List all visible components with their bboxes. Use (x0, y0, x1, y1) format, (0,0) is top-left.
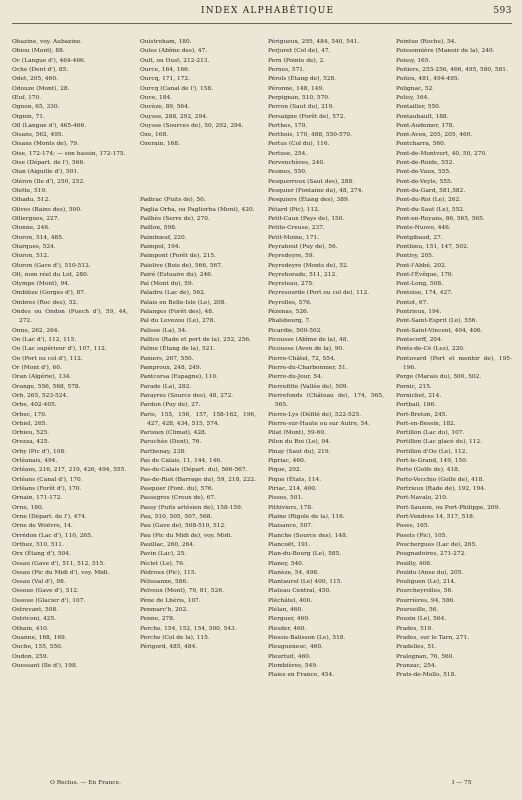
index-entry: Perche, 154, 152, 154, 500, 543. (140, 625, 237, 632)
index-column-3 (268, 38, 384, 773)
index-entry: Pontrieux, 194. (396, 309, 442, 316)
index-entry: Pont-de-Veyle, 555. (396, 178, 453, 185)
index-entry: Ponts-de-Cé (Les), 220. (396, 346, 465, 353)
index-entry: Paglia Orba, ou Pagliorba (Mont), 420. (140, 206, 255, 213)
index-entry: Pézenas, 526. (268, 309, 309, 316)
running-title: INDEX ALPHABÉTIQUE (201, 6, 335, 16)
index-entry: Porge (Marais du), 500, 502. (396, 374, 482, 381)
index-entry: Ouche, 155, 550. (12, 644, 63, 651)
index-entry: Olonne, 246. (12, 225, 50, 232)
index-entry: Pesmes, 550. (268, 169, 307, 176)
index-entry: Peyredeyre, 59. (268, 253, 315, 260)
index-entry: Ponte-Nuovo, 446. (396, 225, 451, 232)
index-entry: Pralognan, 76, 560. (396, 653, 455, 660)
index-entry: Olympe (Mont), 94. (12, 281, 70, 288)
index-entry: Peyreleau, 275. (268, 281, 314, 288)
index-entry: Planèze, 54, 498. (268, 569, 319, 576)
index-entry: Pourseille, 56. (396, 607, 439, 614)
index-entry: Polignac, 52. (396, 85, 435, 92)
index-entry: Pierrefitte (Vallée de), 509. (268, 383, 349, 390)
index-entry: Plélan, 460. (268, 607, 304, 614)
index-entry: Poissonnière (Manoir de la), 240. (396, 48, 495, 55)
index-entry: Picousse (Abîme de la), 48. (268, 337, 349, 343)
index-entry: Omblèze (Gorges d'), 87. (12, 290, 86, 297)
index-entry: Pont-Saint-Esprit (Le), 556. (396, 318, 478, 325)
index-entry (140, 168, 256, 177)
index-entry: Pédroux (Pic), 115. (140, 569, 197, 576)
index-entry: Ponthieu, 151, 147, 502. (396, 243, 469, 250)
index-entry: Orbieu, 525. (12, 430, 50, 437)
index-entry: Orx (Étang d'), 504. (12, 551, 71, 558)
index-entry: Palme (Étang de la), 521. (140, 346, 216, 353)
index-entry: Port-Vendres 14, 517, 518. (396, 513, 475, 520)
index-entry: Pontoise, 174, 427. (396, 290, 453, 297)
index-entry: Paiolive (Bois de), 566, 567. (140, 262, 223, 269)
index-entry: Pal du Levezou (Le), 278. (140, 318, 216, 325)
header-rule (12, 23, 512, 24)
index-entry: Oisans, 562, 495. (12, 132, 64, 139)
index-entry: Pouilly, 408. (396, 560, 432, 567)
index-entry: Pierrefonds (Château de), 174, 565, 565. (268, 392, 384, 409)
index-column-4 (396, 38, 512, 773)
index-entry: Orbe, 402-405. (12, 402, 57, 409)
index-entry: Parthenay, 238. (140, 448, 187, 455)
index-entry: Pierre-sur-Haute ou sur Autre, 54. (268, 420, 370, 427)
index-entry: Plombières, 549. (268, 662, 318, 669)
index-entry: Pesquiers (Étang des), 389. (268, 197, 350, 204)
index-entry: Pauillac, 260, 264. (140, 541, 195, 548)
index-entry: Oloron, 512. (12, 253, 49, 260)
index-entry: Plan-du-Bourg (Le), 585. (268, 551, 342, 558)
index-entry: Pierre-du-Charbonnier, 51. (268, 364, 348, 371)
index-entry: Péronne, 148, 149. (268, 85, 325, 92)
index-entry: Plerguer, 460. (268, 616, 310, 623)
index-entry: Ossau (Pic du Midi d'), voy. Midi. (12, 569, 110, 576)
index-entry: Pal (Mont du), 59. (140, 281, 194, 288)
index-entry: Pau (Pic du Midi de), voy. Midi. (140, 532, 233, 539)
index-entry: Obazine, voy. Aubazine. (12, 39, 83, 45)
index-entry: Pasquier (Font. du), 576. (140, 486, 214, 492)
index-entry (140, 187, 256, 196)
index-entry: Picardie, 500-502. (268, 327, 323, 334)
page-number: 593 (493, 6, 512, 16)
index-entry: Orléans, 216, 217, 219, 426, 494, 555. (12, 467, 127, 474)
index-entry: Oloron (Gave d'), 510-512. (12, 262, 91, 269)
index-entry: Orne (Départ. de l'), 474. (12, 513, 87, 520)
index-entry: Peyresourde (Port ou col de), 112. (268, 290, 370, 297)
index-entry: Pissos, 501. (268, 495, 304, 502)
index-entry: Orbec, 170. (12, 411, 47, 418)
index-entry: Oléron (Ile d'), 250, 252. (12, 178, 86, 185)
index-entry: Plaine (Rigole de la), 116. (268, 513, 345, 520)
index-entry: Odouze (Mont), 28. (12, 85, 70, 92)
index-entry: Pontaubault, 188. (396, 113, 449, 120)
index-entry: Ourcq, 171, 172. (140, 76, 190, 83)
index-entry: Persaigne (Forêt de), 572. (268, 113, 346, 120)
index-entry: Palisse (La), 54. (140, 327, 188, 334)
page-footer (0, 780, 522, 790)
index-entry: Ouvèze, 89, 564. (140, 104, 190, 111)
index-entry: Pierre-Lys (Défilé de), 522-525. (268, 411, 362, 418)
index-entry: Ouysse, 288, 292, 294. (140, 113, 208, 120)
footer-sheet-mark: I — 75 (452, 780, 472, 786)
index-entry: Prades, 519. (396, 625, 434, 632)
index-entry: Pont-en-Royans, 86, 565, 565. (396, 215, 485, 222)
index-entry: Pont-du-Roi (Le), 262. (396, 197, 462, 204)
index-entry: Piriac, 214, 400. (268, 486, 317, 492)
index-entry: Ossau (Gave d'), 511, 512, 515. (12, 560, 106, 567)
index-entry: Ognon, 65, 330. (12, 104, 60, 111)
index-entry: Pornichet, 214. (396, 392, 442, 399)
index-entry: Pique, 202. (268, 467, 302, 474)
index-entry: Paimpol, 194. (140, 243, 181, 250)
index-entry: Olhadu, 512. (12, 197, 51, 204)
index-entry: Penne, 278. (140, 616, 175, 623)
index-entry: Orthez, 510, 511. (12, 541, 64, 548)
index-entry: Palais en Belle-Isle (Le), 208. (140, 299, 227, 306)
index-entry: Olt, nom réel du Lot, 280. (12, 271, 89, 278)
index-entry: Oisans (Monts de), 79. (12, 141, 80, 148)
index-entry: Petite-Creuse, 237. (268, 225, 325, 232)
index-entry: Penmarc'h, 202. (140, 607, 189, 614)
index-entry: Petit-Caux (Pays de), 150. (268, 215, 345, 222)
index-entry: Pardon (Puy de), 27. (140, 402, 201, 409)
index-entry: Peyrehorade, 511, 212. (268, 271, 338, 278)
index-entry: Pornic, 215. (396, 383, 432, 390)
index-entry: Pléchâtel, 400. (268, 597, 313, 604)
index-entry: Portillon (Lac glacé du), 112. (396, 439, 483, 446)
index-entry: Oudon, 259. (12, 653, 49, 660)
index-entry: Pont-de-Vaux, 555. (396, 169, 452, 176)
index-entry: Perthes, 170. (268, 122, 308, 129)
index-entry: Pont-de-Roide, 552. (396, 160, 455, 167)
index-entry: Paladru (Lac de), 562. (140, 290, 206, 297)
index-entry: Pouchergues (Lac de), 265. (396, 541, 478, 548)
index-entry: Pont-du-Saut (Le), 552. (396, 206, 465, 213)
index-entry: Perpignan, 510, 570. (268, 94, 330, 101)
page-header (12, 6, 512, 18)
index-entry: Plessis-Balisson (Le), 518. (268, 635, 346, 641)
index-entry: Plaies en France, 454. (268, 672, 335, 679)
index-entry: Passegros (Creux de), 67. (140, 495, 216, 502)
index-entry: Pène de Lhéris, 107. (140, 597, 201, 604)
index-entry: Pallice (Rade et port de la), 252, 256. (140, 337, 251, 343)
index-entry: Plantaurel (Le) 400, 115. (268, 579, 343, 586)
index-entry: Pont-Audemer, 178. (396, 122, 455, 129)
index-entry: Pélissanne, 586. (140, 579, 189, 586)
index-entry: Oise, 172-174; — son bassin, 172-175. (12, 150, 126, 157)
index-entry: Padirac (Puits de), 50. (140, 197, 206, 204)
index-entry: Pontuvard (Port et menhir de), 195-196. (396, 355, 512, 371)
index-entry: Pilat (Mont), 59-60. (268, 430, 326, 437)
index-entry: Ourcq (Canal de l'), 158. (140, 85, 213, 92)
index-entry: Poses, 165. (396, 523, 430, 530)
index-entry: Pervenchères, 240. (268, 160, 325, 167)
index-entry: Port-Breton, 245. (396, 411, 448, 418)
index-entry: Pleurtuit, 460. (268, 653, 311, 660)
index-entry: Pontailler, 550. (396, 104, 441, 111)
index-entry: Périgord, 485, 484. (140, 644, 198, 651)
index-entry: Ondes ou Ondon (Puech d'), 59, 44, 272. (12, 309, 128, 325)
index-entry: Perron (Saut du), 219. (268, 104, 335, 111)
index-entry: Portillon (Lac du), 107. (396, 430, 465, 437)
index-entry: Ossoue (Gave d'), 512. (12, 588, 79, 595)
index-entry: Pouliguen (Le), 214. (396, 579, 456, 586)
index-entry: Oche (Dent d'), 85. (12, 66, 69, 73)
index-entry: Ombres (Roc des), 52. (12, 299, 78, 306)
index-entry: Pique (États, 114. (268, 476, 322, 483)
index-entry: Othain, 410. (12, 625, 49, 632)
index-entry: Pelvoux (Mont), 79, 81, 526. (140, 588, 224, 595)
index-entry: Périgueux, 295, 484, 540, 541. (268, 39, 360, 45)
index-entry: Orbiel, 265. (12, 420, 48, 427)
index-entry: Pierre-Châtel, 72, 554. (268, 355, 336, 362)
index-entry: Orne, 180. (12, 504, 44, 511)
index-entry: Perthois, 170, 488, 550-570. (268, 132, 353, 139)
index-entry: Oignin, 71. (12, 113, 45, 120)
index-entry: Peyrolles, 576. (268, 299, 312, 306)
index-entry: Pourcheyrolles, 56. (396, 588, 454, 595)
index-entry: Pesquier (Fontaine du), 48, 274. (268, 188, 364, 194)
index-entry: Oo (Lac d'), 112, 115. (12, 337, 77, 343)
index-entry: Ossoue (Glacier d'), 107. (12, 597, 86, 604)
index-entry: Pontivy, 205. (396, 253, 434, 260)
index-entry: Port-le-Grand, 149, 150. (396, 458, 468, 465)
index-entry: Œuf, 170. (12, 94, 42, 101)
index-entry (140, 159, 256, 168)
index-entry: Pétard (Pic), 112. (268, 206, 320, 213)
index-entry: Pontcharra, 560. (396, 141, 446, 148)
index-entry: Pont-du-Gard, 581,582. (396, 188, 466, 194)
index-entry: Pradelles, 51. (396, 644, 437, 651)
index-entry: Oules (Abîme des), 47. (140, 48, 208, 55)
index-entry: Poitiers, 255-256, 466, 495, 580, 581. (396, 66, 508, 73)
index-entry: Paniers, 267, 550. (140, 355, 194, 362)
index-entry: Pas de Calais, 11, 144, 146. (140, 458, 222, 465)
index-entry: Olarques, 524. (12, 243, 56, 250)
index-entry: Olives (Bains des), 500. (12, 206, 82, 213)
index-entry: Pau (Gave de), 508-510, 512. (140, 523, 227, 530)
index-entry: Orezza, 425. (12, 439, 50, 446)
index-entry: Oise (Départ. de l'), 566. (12, 160, 86, 167)
index-entry: Pesquerroux (Saut des), 288. (268, 178, 355, 185)
index-entry: Ouve, 184. (140, 94, 173, 101)
index-entry: Orby (Pic d'), 108. (12, 448, 67, 455)
index-entry: Pas-de-Calais (Départ. du), 566-567. (140, 467, 248, 474)
index-entry: Porto-Vecchio (Golfe de), 418. (396, 476, 485, 483)
index-entry: Portrieux (Rade de), 192, 194. (396, 486, 486, 492)
index-entry: Pont-l'Abbé, 202. (396, 262, 447, 269)
index-entry: Pilon du Roi (Le), 94. (268, 439, 331, 446)
index-entry: Pau, 510, 505, 507, 568. (140, 513, 213, 520)
index-entry: Olan (Aiguille d'), 501. (12, 169, 79, 176)
index-entry: Perjuret (Col de), 47. (268, 48, 331, 55)
index-entry: Port-Navalo, 210. (396, 495, 448, 502)
index-entry: Pas-de-Riot (Barrage du), 59, 218, 222. (140, 476, 256, 483)
index-entry: Onne, 262, 264. (12, 327, 60, 334)
index-entry: Ouistreham, 180. (140, 39, 192, 45)
index-entry: Phalsbourg, 7. (268, 318, 311, 325)
index-entry: Or (Mont d'), 60. (12, 364, 62, 371)
index-entry: Ornain, 171-172. (12, 495, 63, 502)
index-entry: Planche (Source des), 148. (268, 532, 348, 539)
index-entry: Pont-Saint-Vincent, 404, 406. (396, 327, 483, 334)
index-entry: Pont-Long, 508. (396, 281, 443, 288)
index-entry: Pavin (Lac), 25. (140, 551, 187, 558)
index-entry: Orange, 556, 568, 578. (12, 383, 81, 390)
index-entry: Orléans (Forêt d'), 170. (12, 486, 82, 492)
index-entry: Pernes, 571. (268, 66, 305, 73)
index-entry: Pierre-du-Jour, 54. (268, 374, 323, 381)
index-entry: Porto (Golfe de), 418. (396, 467, 460, 474)
index-entry: Petit-Moine, 171. (268, 234, 319, 241)
index-entry: Pougnadoires, 271-272. (396, 551, 467, 558)
index-entry: Olliergues, 227. (12, 215, 60, 222)
index-entry (140, 150, 256, 159)
index-entry: Oran (Algérie), 134. (12, 374, 72, 381)
index-entry: Passy (Puits artésien de), 158-159. (140, 504, 243, 511)
index-entry: Paris, 155, 156, 157, 158-162, 196, 427, 428, 434, 515, 574. (140, 411, 256, 427)
index-entry: Pontgibaud, 27. (396, 234, 443, 241)
index-entry (140, 178, 256, 187)
index-entry: Prats-de-Mollo, 518. (396, 672, 457, 679)
index-entry: Ostriconi, 425. (12, 616, 56, 623)
index-entry: Portbail, 186. (396, 402, 437, 409)
index-entry: Parade (La), 282. (140, 383, 192, 390)
index-entry: Pinay (Saut du), 219. (268, 448, 331, 455)
index-entry: Oo (Port ou col d'), 112. (12, 355, 83, 362)
index-entry: Pouzin (Le), 564. (396, 616, 447, 623)
index-entry: Pourrières, 94, 586. (396, 597, 456, 604)
index-entry: Pern (Pointe de), 2. (268, 57, 326, 64)
index-entry: Parisien (Climat), 428. (140, 430, 207, 437)
index-entry: Orne de Woëvre, 14. (12, 523, 73, 530)
index-entry: Plateau Central, 450. (268, 588, 332, 595)
index-columns (12, 38, 512, 773)
index-entry: Pamproux, 248, 249. (140, 364, 202, 371)
index-entry: Pipriac, 460. (268, 458, 306, 465)
index-entry: Orb, 265, 523-524. (12, 392, 69, 399)
index-entry: Paruchée (Dent), 76. (140, 439, 202, 446)
index-entry: Poissy, 165. (396, 57, 431, 64)
index-entry: Parayres (Source des), 48, 272. (140, 392, 234, 399)
index-entry: Pointue (Roche), 54. (396, 39, 457, 45)
index-entry: Peyrabout (Puy de), 56. (268, 243, 338, 250)
index-entry: Ource, 164, 166. (140, 66, 190, 73)
index-entry: Pranzac, 254. (396, 662, 437, 669)
index-entry: Olette, 519. (12, 188, 47, 194)
index-entry: Ossau (Val d'), 98. (12, 579, 66, 586)
index-entry: Pantcorsa (Espagne), 110. (140, 374, 218, 381)
index-entry: Oloron, 514, 485. (12, 234, 64, 241)
index-entry: Posets (Pic), 105. (396, 532, 448, 539)
index-entry: Ostrevant, 508. (12, 607, 59, 614)
index-entry: Paillon, 598. (140, 225, 177, 232)
index-entry: Plaisance, 507. (268, 523, 313, 530)
index-entry: Pont-l'Évêque, 170. (396, 271, 454, 278)
index-entry: Pailhès (Serre de), 270. (140, 215, 210, 222)
index-entry: Péclet (Le), 76. (140, 560, 185, 567)
index-column-2 (140, 38, 256, 773)
index-entry: Oze, 168. (140, 132, 169, 139)
index-entry: Peyredeyre (Monts de), 52. (268, 262, 349, 269)
index-entry: Pontot, 67. (396, 299, 429, 306)
index-entry: Palanges (Forêt des), 48. (140, 309, 214, 316)
index-entry: Odet, 205, 460. (12, 76, 58, 83)
index-entry: Orléanais, 494. (12, 458, 58, 465)
index-entry: Pouldu (Anse du), 205. (396, 569, 464, 576)
index-entry: Pont-de-Montvert, 40, 50, 270. (396, 150, 488, 157)
index-entry: Obiou (Mont), 88. (12, 48, 65, 55)
index-entry: Ozerain, 168. (140, 141, 180, 148)
index-entry: Oc (Langue d'), 464-466. (12, 57, 86, 64)
index-entry: Poitou, 481, 494-495. (396, 76, 460, 83)
index-entry: Portillon d'Oo (Le), 112. (396, 448, 468, 455)
index-entry: Port-Sauzon, ou Port-Philippe, 209. (396, 504, 501, 511)
index-entry: Prades, sur le Tarn, 271. (396, 635, 469, 641)
index-entry: Pont-Aven, 205, 205, 460. (396, 132, 473, 139)
index-entry: Paimpont (Forêt de), 215. (140, 253, 216, 260)
index-entry: Orrédon (Lac d'), 110, 265. (12, 532, 93, 539)
index-entry: Pertus (Col du), 116. (268, 141, 330, 148)
index-entry: Pairé (Estuaire du), 246. (140, 271, 213, 278)
footer-signature: O Reclus. — En France. (50, 780, 121, 786)
index-entry: Pontscorff, 204. (396, 337, 443, 343)
index-entry: Perche (Col de la), 115. (140, 635, 210, 641)
index-entry: Pleugueneuc, 460. (268, 644, 323, 651)
index-entry: Port-en-Bessin, 182. (396, 420, 456, 427)
index-entry: Ouanne, 168, 169. (12, 635, 67, 641)
index-entry: Orléans (Canal d'), 170. (12, 476, 83, 483)
index-entry: Planey, 540. (268, 560, 304, 567)
index-entry: Oult, ou Oust, 212-213. (140, 57, 210, 64)
index-entry: Pertuse, 254. (268, 150, 308, 157)
index-entry: Oo (Lac supérieur d'), 107, 112. (12, 346, 107, 353)
index-entry: Ouessant (Ile d'), 198. (12, 662, 78, 669)
index-column-1 (12, 38, 128, 773)
index-entry: Plesder, 460. (268, 625, 307, 632)
index-entry: Plancoët, 191. (268, 541, 311, 548)
index-entry: Pérols (Étang de), 528. (268, 76, 337, 83)
index-entry: Polisy, 164. (396, 94, 430, 101)
index-entry: Paimbœuf, 220. (140, 234, 187, 241)
index-entry: Oïl (Langue d'), 465-466. (12, 122, 87, 129)
index-entry: Ouysse (Sources de), 50, 292, 294. (140, 122, 244, 129)
index-entry: Pithiviers, 178. (268, 504, 313, 511)
index-entry: Picousse (Aven de la), 90. (268, 346, 345, 353)
